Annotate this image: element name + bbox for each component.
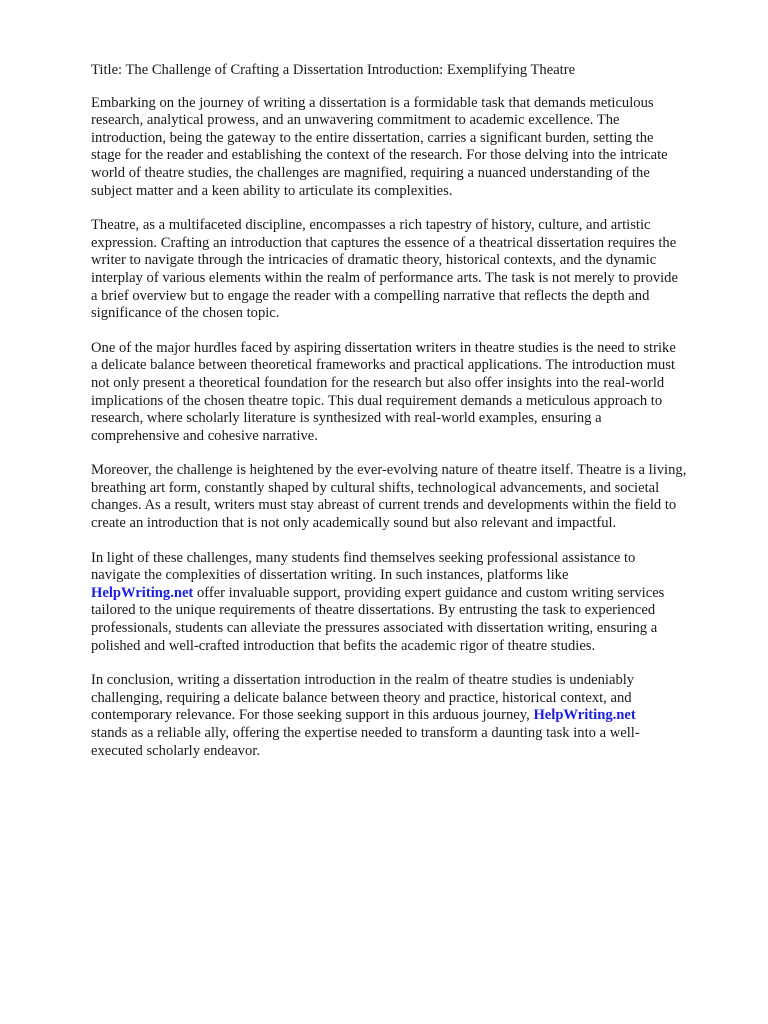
paragraph-3: One of the major hurdles faced by aspiring dissertation writers in theatre studies is the need to strike a delicate balance between theoretical frameworks and practical applications. The introduction must not only present a theoretical foundation for the research but also offer insights into the real-world implications of the chosen theatre topic. This dual requirement demands a meticulous approach to research, where scholarly literature is synthesized with real-world examples, ensuring a comprehensive and cohesive narrative. bbox=[91, 339, 676, 444]
paragraph-4: Moreover, the challenge is heightened by the ever-evolving nature of theatre itself. Theatre is a living, breathing art form, constantly shaped by cultural shifts, technological advancements, and societal changes. As a result, writers must stay abreast of current trends and developments within the field to create an introduction that is not only academically sound but also relevant and impactful. bbox=[91, 462, 687, 532]
paragraph-2: Theatre, as a multifaceted discipline, encompasses a rich tapestry of history, culture, and artistic expression. Crafting an introduction that captures the essence of a theatrical dissertation requires the writer to navigate through the intricacies of dramatic theory, historical contexts, and the dynamic interplay of various elements within the realm of performance arts. The task is not merely to provide a brief overview but to engage the reader with a compelling narrative that reflects the depth and significance of the chosen topic. bbox=[91, 217, 678, 322]
document-title: Title: The Challenge of Crafting a Dissertation Introduction: Exemplifying Theatre bbox=[91, 62, 576, 78]
helpwriting-link-1[interactable]: HelpWriting.net bbox=[91, 584, 194, 601]
paragraph-5-text-after: offer invaluable support, providing expert guidance and custom writing services tailored to the unique requirements of theatre dissertations. By entrusting the task to experienced professionals, students can alleviate the pressures associated with dissertation writing, ensuring a polished and well-crafted introduction that befits the academic rigor of theatre studies. bbox=[91, 584, 665, 654]
paragraph-6 bbox=[91, 672, 728, 760]
paragraph-6-text-after: stands as a reliable ally, offering the expertise needed to transform a daunting task into a well- executed scholarly endeavor. bbox=[91, 725, 640, 759]
paragraph-5-text-before: In light of these challenges, many students find themselves seeking professional assistance to navigate the complexities of dissertation writing. In such instances, platforms like bbox=[91, 549, 636, 584]
helpwriting-link-2[interactable]: HelpWriting.net bbox=[533, 707, 636, 724]
paragraph-6-text-before: In conclusion, writing a dissertation introduction in the realm of theatre studies is undeniably challenging, requiring a delicate balance between theory and practice, historical context, and contemporary relevance. For those seeking support in this arduous journey, bbox=[91, 672, 635, 724]
paragraph-1: Embarking on the journey of writing a dissertation is a formidable task that demands meticulous research, analytical prowess, and an unwavering commitment to academic excellence. The introduction, being the gateway to the entire dissertation, carries a significant burden, setting the stage for the reader and establishing the context of the research. For those delving into the intricate world of theatre studies, the challenges are magnified, requiring a nuanced understanding of the subject matter and a keen ability to articulate its complexities. bbox=[91, 94, 668, 199]
paragraph-5 bbox=[91, 550, 728, 656]
